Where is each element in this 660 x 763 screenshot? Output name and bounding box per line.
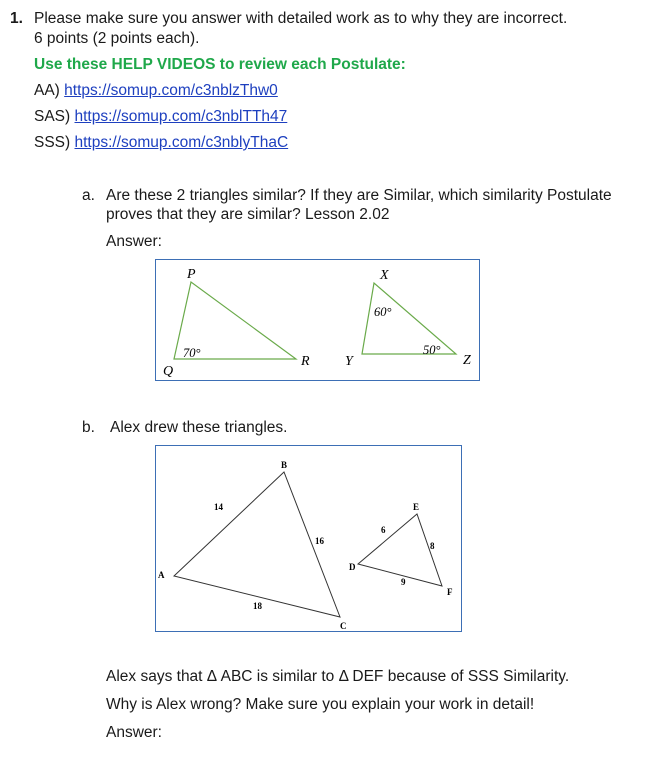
side-label-ef: 8: [430, 541, 435, 551]
vertex-label-d: D: [349, 562, 356, 572]
side-label-bc: 16: [315, 536, 324, 546]
vertex-label-p: P: [187, 267, 196, 282]
vertex-label-e: E: [413, 502, 420, 512]
part-a-marker: a.: [82, 187, 95, 204]
link-label-sss: SSS): [34, 134, 71, 151]
link-row-aa: [34, 82, 278, 100]
link-label-aa: AA): [34, 82, 60, 99]
part-b-claim: Alex says that Δ ABC is similar to Δ DEF because of SSS Similarity.: [106, 668, 570, 685]
part-b-marker: b.: [82, 419, 95, 436]
figure-triangles-pqr-xyz: [155, 259, 480, 381]
side-label-df: 9: [401, 577, 406, 587]
link-sss-video[interactable]: https://somup.com/c3nblyThaC: [74, 134, 289, 151]
part-a-question-line1: Are these 2 triangles similar? If they are Similar, which similarity Postulate: [106, 187, 612, 204]
angle-label-q: 70°: [183, 346, 201, 360]
angle-label-z: 50°: [423, 343, 441, 357]
side-label-de: 6: [381, 525, 386, 535]
vertex-label-b: B: [281, 460, 288, 470]
figure-triangles-abc-def: [155, 445, 462, 632]
part-a-answer-label: Answer:: [106, 233, 162, 250]
link-label-sas: SAS): [34, 108, 71, 125]
link-row-sas: [34, 108, 287, 126]
part-b-text: Alex drew these triangles.: [110, 419, 288, 436]
vertex-label-z: Z: [463, 353, 471, 368]
link-row-sss: [34, 134, 288, 152]
vertex-label-q: Q: [163, 364, 174, 379]
side-label-ac: 18: [253, 601, 262, 611]
vertex-label-c: C: [340, 621, 347, 631]
angle-label-x: 60°: [374, 305, 392, 319]
link-sas-video[interactable]: https://somup.com/c3nblTTh47: [74, 108, 288, 125]
vertex-label-a: A: [158, 570, 165, 580]
link-aa-video[interactable]: https://somup.com/c3nblzThw0: [64, 82, 278, 99]
vertex-label-r: R: [301, 354, 310, 369]
vertex-label-f: F: [447, 587, 453, 597]
question-number: 1.: [10, 10, 23, 27]
part-b-answer-label: Answer:: [106, 724, 162, 741]
vertex-label-y: Y: [345, 354, 353, 369]
vertex-label-x: X: [380, 268, 389, 283]
help-videos-heading: Use these HELP VIDEOS to review each Postulate:: [34, 56, 406, 73]
part-a-question-line2: proves that they are similar? Lesson 2.02: [106, 206, 390, 223]
part-b-question: Why is Alex wrong? Make sure you explain your work in detail!: [106, 696, 535, 713]
question-text-line2: 6 points (2 points each).: [34, 30, 200, 47]
side-label-ab: 14: [214, 502, 223, 512]
question-text-line1: Please make sure you answer with detailed work as to why they are incorrect.: [34, 10, 568, 27]
